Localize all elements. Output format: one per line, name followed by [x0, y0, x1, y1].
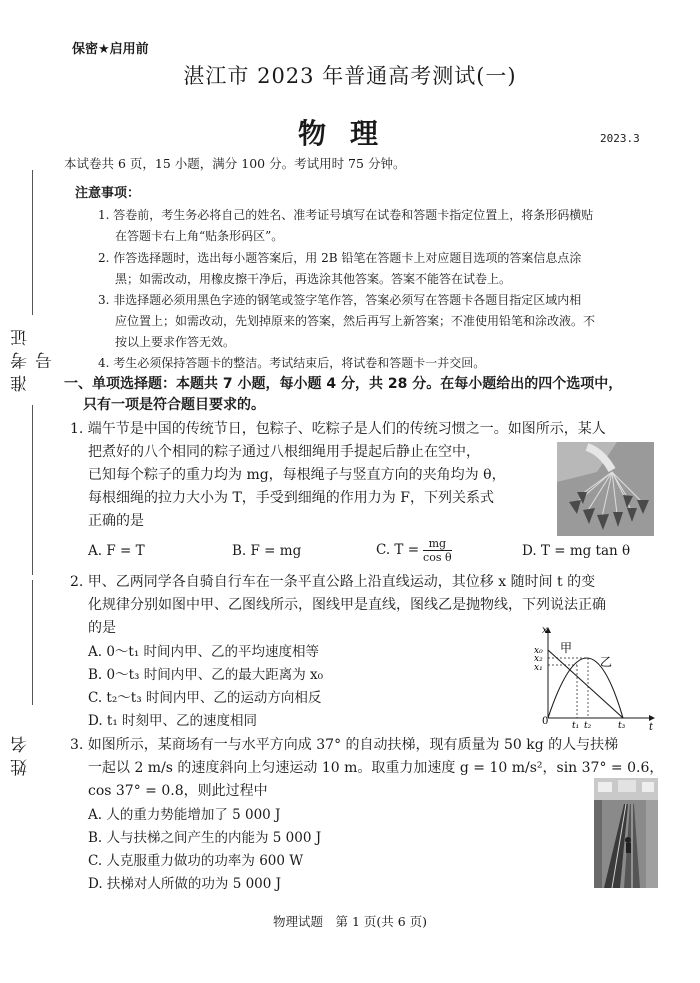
note-line: 1. 答卷前，考生务必将自己的姓名、准考证号填写在试卷和答题卡指定位置上，将条形码横贴 — [98, 208, 594, 222]
exam-info: 本试卷共 6 页，15 小题，满分 100 分。考试用时 75 分钟。 — [64, 156, 406, 171]
q1-text: 正确的是 — [88, 513, 144, 529]
jia-label: 甲 — [560, 641, 573, 655]
q2-option-c: C. t₂～t₃ 时间内甲、乙的运动方向相反 — [88, 690, 322, 706]
q2-text: 2. 甲、乙两同学各自骑自行车在一条平直公路上沿直线运动，其位移 x 随时间 t 的变 — [70, 574, 596, 590]
q3-text: 3. 如图所示，某商场有一与水平方向成 37° 的自动扶梯，现有质量为 50 kg 的人与扶梯 — [70, 737, 619, 753]
exam-title: 湛江市 2023 年普通高考测试(一) — [183, 64, 517, 88]
binding-line — [32, 580, 33, 705]
zongzi-illustration — [557, 442, 654, 536]
t-axis-label: t — [649, 722, 654, 732]
x0-label: x₀ — [534, 646, 543, 656]
q1-option-c-fraction — [423, 537, 452, 564]
escalator-photo — [594, 778, 658, 888]
confidential-mark: 保密★启用前 — [72, 42, 149, 57]
binding-line — [32, 170, 33, 315]
yi-label: 乙 — [600, 655, 613, 669]
q3-text: 一起以 2 m/s 的速度斜向上匀速运动 10 m。取重力加速度 g = 10 m/s²，sin 37° = 0.6， — [88, 760, 664, 776]
zongzi-photo — [557, 442, 654, 536]
note-line: 按以上要求作答无效。 — [115, 335, 236, 349]
q1-option-b: B. F = mg — [232, 543, 302, 559]
exam-date: 2023.3 — [600, 132, 640, 145]
q1-text: 已知每个粽子的重力均为 mg，每根绳子与竖直方向的夹角均为 θ， — [88, 467, 506, 483]
q2-option-d: D. t₁ 时刻甲、乙的速度相同 — [88, 713, 258, 729]
note-line: 4. 考生必须保持答题卡的整洁。考试结束后，将试卷和答题卡一并交回。 — [98, 356, 486, 370]
name-label: 姓名 — [11, 730, 31, 776]
q2-option-b: B. 0～t₃ 时间内甲、乙的最大距离为 x₀ — [88, 667, 324, 683]
subject-title: 物理 — [297, 117, 402, 150]
candidate-id-label: 准考证号 — [11, 323, 56, 393]
q3-option-d: D. 扶梯对人所做的功为 5 000 J — [88, 876, 282, 892]
t1-label: t₁ — [572, 721, 580, 731]
binding-line — [32, 405, 33, 575]
t2-label: t₂ — [584, 721, 592, 731]
x2-label: x₂ — [534, 654, 543, 664]
page-footer: 物理试题 第 1 页(共 6 页) — [272, 914, 428, 929]
escalator-illustration — [594, 778, 658, 888]
t3-label: t₃ — [618, 721, 626, 731]
q1-text: 把煮好的八个相同的粽子通过八根细绳用手提起后静止在空中， — [88, 444, 480, 460]
note-line: 黑；如需改动，用橡皮擦干净后，再选涂其他答案。答案不能答在试卷上。 — [115, 272, 512, 286]
note-line: 2. 作答选择题时，选出每小题答案后，用 2B 铅笔在答题卡上对应题目选项的答案信息点涂 — [98, 251, 582, 265]
x-axis-label: x — [542, 625, 548, 636]
notes-heading: 注意事项： — [75, 186, 141, 201]
q1-option-c-prefix: C. T = — [376, 542, 420, 558]
q1-option-c — [376, 533, 452, 567]
note-line: 应位置上；如需改动，先划掉原来的答案，然后再写上新答案；不准使用铅笔和涂改液。不 — [115, 314, 596, 328]
xt-graph — [530, 620, 660, 732]
fraction-denominator: cos θ — [423, 550, 452, 564]
section-heading: 只有一项是符合题目要求的。 — [83, 397, 265, 413]
x1-label: x₁ — [534, 663, 543, 673]
q3-option-a: A. 人的重力势能增加了 5 000 J — [88, 807, 281, 823]
q1-text: 每根细绳的拉力大小为 T，手受到细绳的作用力为 F，下列关系式 — [88, 490, 494, 506]
note-line: 在答题卡右上角“贴条形码区”。 — [115, 229, 284, 243]
note-line: 3. 非选择题必须用黑色字迹的钢笔或签字笔作答，答案必须写在答题卡各题目指定区域内相 — [98, 293, 582, 307]
q2-option-a: A. 0～t₁ 时间内甲、乙的平均速度相等 — [88, 644, 320, 660]
q1-option-d: D. T = mg tan θ — [522, 543, 631, 559]
section-heading: 一、单项选择题：本题共 7 小题，每小题 4 分，共 28 分。在每小题给出的四个选项中， — [64, 376, 623, 392]
q3-option-c: C. 人克服重力做功的功率为 600 W — [88, 853, 304, 869]
q3-text: cos 37° = 0.8，则此过程中 — [88, 783, 268, 799]
q2-text: 的是 — [88, 620, 116, 636]
q1-option-a: A. F = T — [88, 543, 145, 559]
q2-text: 化规律分别如图中甲、乙图线所示，图线甲是直线，图线乙是抛物线，下列说法正确 — [88, 597, 606, 613]
q3-option-b: B. 人与扶梯之间产生的内能为 5 000 J — [88, 830, 322, 846]
q1-text: 1. 端午节是中国的传统节日，包粽子、吃粽子是人们的传统习惯之一。如图所示，某人 — [70, 421, 606, 437]
origin-label: 0 — [542, 716, 549, 727]
fraction-numerator: mg — [423, 537, 452, 551]
